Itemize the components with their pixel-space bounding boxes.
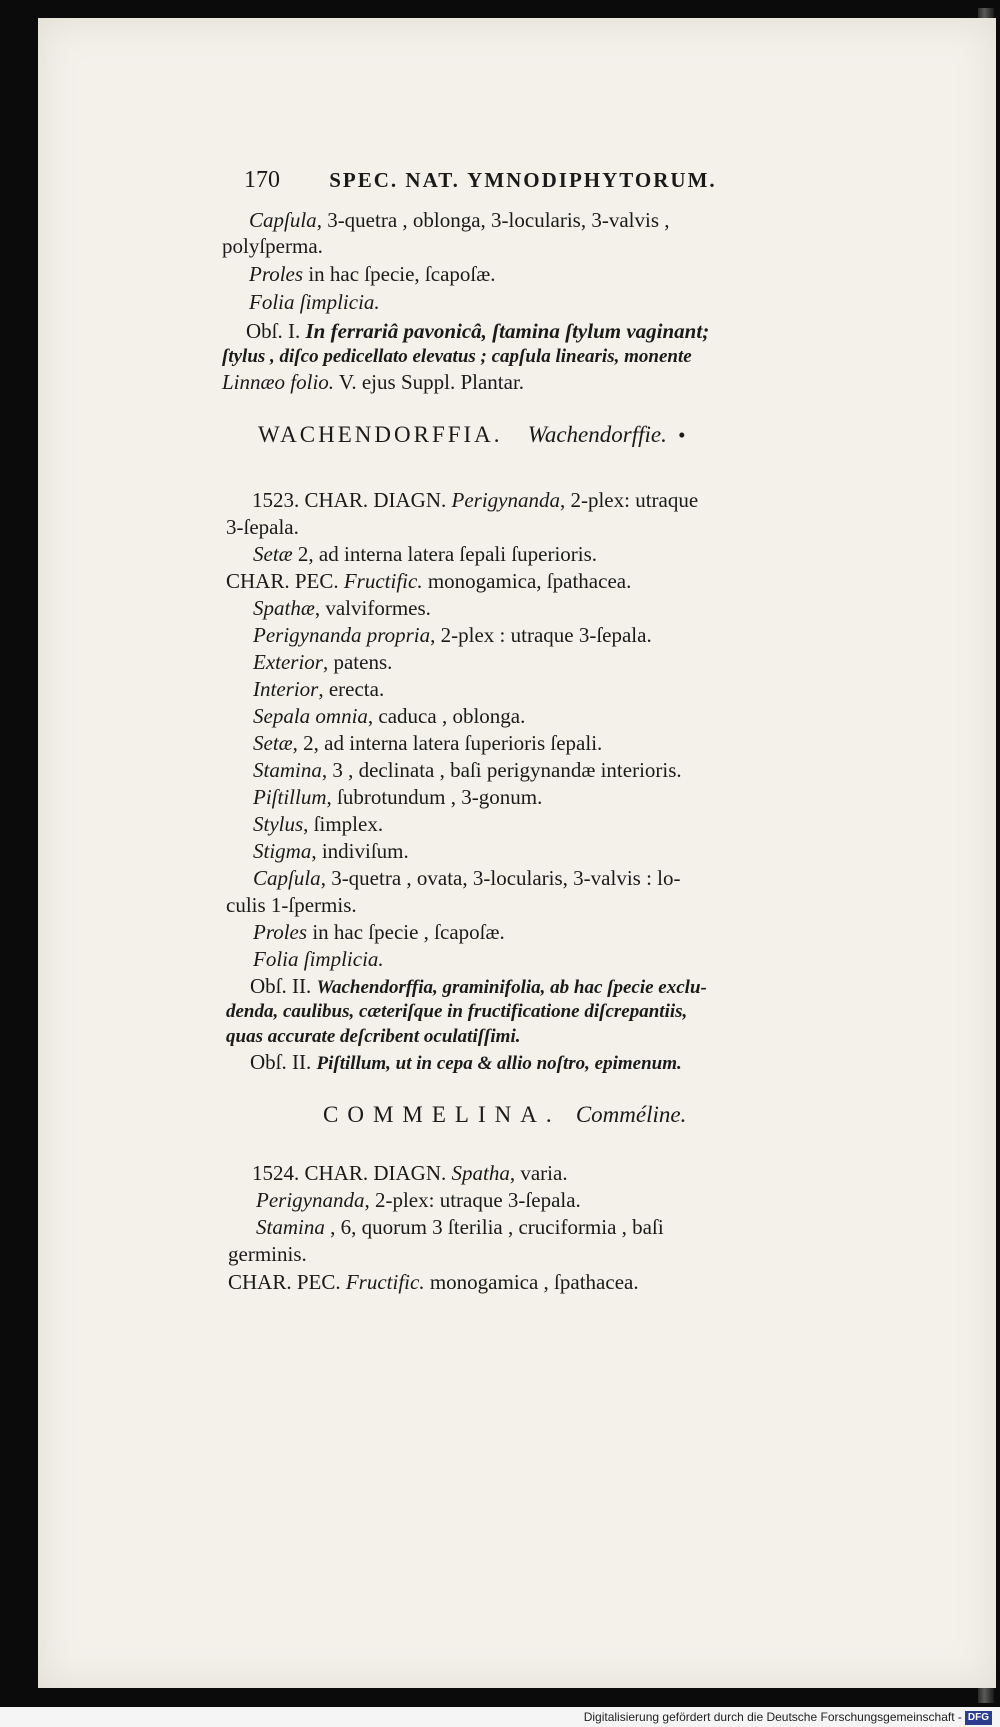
text-line: Setæ, 2, ad interna latera ſuperioris ſepali. <box>253 731 603 755</box>
text-line: Obſ. II. Wachendorffia, graminifolia, ab hac ſpecie exclu- <box>250 974 707 998</box>
text-line: Folia ſimplicia. <box>253 947 384 971</box>
footer-text: Digitalisierung gefördert durch die Deutsche Forschungsgemeinschaft - <box>583 1710 962 1724</box>
text-line: ſtylus , diſco pedicellato elevatus ; capſula linearis, monente <box>222 346 692 367</box>
page-number: 170 <box>244 167 280 193</box>
text-line: Proles in hac ſpecie , ſcapoſæ. <box>253 920 505 944</box>
genus-title: WACHENDORFFIA. <box>258 422 503 447</box>
text-line: 3-ſepala. <box>226 515 299 539</box>
text-line: 1524. CHAR. DIAGN. Spatha, varia. <box>252 1161 568 1185</box>
text-line: Stamina, 3 , declinata , baſi perigynandæ interioris. <box>253 758 682 782</box>
text-line: CHAR. PEC. Fructific. monogamica, ſpathacea. <box>226 569 632 593</box>
text-line: Perigynanda propria, 2-plex : utraque 3-ſepala. <box>253 623 652 647</box>
text-line: polyſperma. <box>222 234 323 258</box>
running-header <box>244 168 717 192</box>
dfg-logo: DFG <box>965 1711 992 1725</box>
text-line: Exterior, patens. <box>253 650 393 674</box>
text-line: Stamina , 6, quorum 3 ſterilia , cruciformia , baſi <box>256 1215 664 1239</box>
genus-heading <box>323 1103 686 1127</box>
text-line: 1523. CHAR. DIAGN. Perigynanda, 2-plex: utraque <box>252 488 699 512</box>
text-line: Capſula, 3-quetra , ovata, 3-locularis, 3-valvis : lo- <box>253 866 681 890</box>
text-line: CHAR. PEC. Fructific. monogamica , ſpathacea. <box>228 1270 639 1294</box>
text-line: Setæ 2, ad interna latera ſepali ſuperioris. <box>253 542 598 566</box>
book-page <box>38 18 996 1688</box>
text-line: Obſ. II. Piſtillum, ut in cepa & allio noſtro, epimenum. <box>250 1050 682 1074</box>
text-line: culis 1-ſpermis. <box>226 893 357 917</box>
text-line: Perigynanda, 2-plex: utraque 3-ſepala. <box>256 1188 581 1212</box>
genus-vernacular: Wachendorffie. <box>527 422 667 447</box>
text-line: Stigma, indiviſum. <box>253 839 409 863</box>
text-line: Proles in hac ſpecie, ſcapoſæ. <box>249 262 496 286</box>
text-line: Folia ſimplicia. <box>249 290 380 314</box>
bullet-mark: • <box>678 423 686 447</box>
text-line: Linnæo folio. V. ejus Suppl. Plantar. <box>222 370 525 394</box>
genus-vernacular: Comméline. <box>575 1102 687 1127</box>
text-line: quas accurate deſcribent oculatiſſimi. <box>226 1026 521 1047</box>
running-title: SPEC. NAT. ΥMNODIPHYTORUM. <box>329 168 717 192</box>
text-line: Stylus, ſimplex. <box>253 812 384 836</box>
text-line: Capſula, 3-quetra , oblonga, 3-locularis, 3-valvis , <box>249 208 670 232</box>
text-line: denda, caulibus, cæteriſque in fructificatione diſcrepantiis, <box>226 1001 688 1022</box>
text-line: Sepala omnia, caduca , oblonga. <box>253 704 526 728</box>
text-line: Spathæ, valviformes. <box>253 596 431 620</box>
digitization-footer <box>0 1707 1000 1727</box>
genus-title: COMMELINA. <box>323 1102 561 1127</box>
text-line: germinis. <box>228 1242 307 1266</box>
text-line: Obſ. I. In ferrariâ pavonicâ, ſtamina ſtylum vaginant; <box>246 319 710 343</box>
genus-heading <box>258 423 685 447</box>
text-line: Interior, erecta. <box>253 677 385 701</box>
text-line: Piſtillum, ſubrotundum , 3-gonum. <box>253 785 543 809</box>
